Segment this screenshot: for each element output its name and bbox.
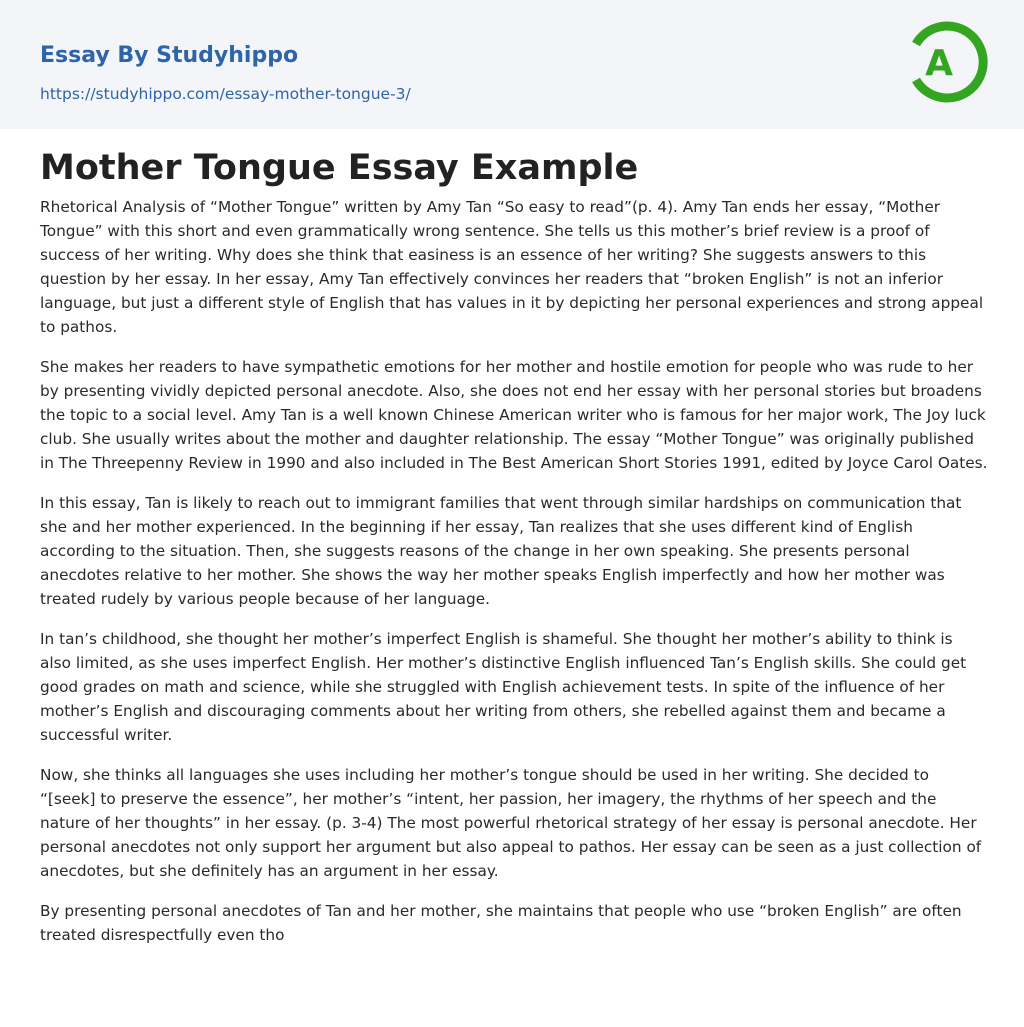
essay-paragraph: In tan’s childhood, she thought her mother’s imperfect English is shameful. She thought her mother’s ability to think is also limited, as she uses imperfect English. Her mother’s distinctive English influenced Tan’s English skills. She could get good grades on math and science, while she struggled with English achievement tests. In spite of the influence of her mother’s English and discouraging comments about her writing from others, she rebelled against them and became a successful writer. bbox=[40, 630, 967, 744]
essay-paragraph: In this essay, Tan is likely to reach out to immigrant families that went through similar hardships on communication that she and her mother experienced. In the beginning if her essay, Tan realizes that she uses different kind of English according to the situation. Then, she suggests reasons of the change in her own speaking. She presents personal anecdotes relative to her mother. She shows the way her mother speaks English imperfectly and how her mother was treated rudely by various people because of her language. bbox=[40, 494, 962, 608]
essay-paragraph: By presenting personal anecdotes of Tan and her mother, she maintains that people who use “broken English” are often treated disrespectfully even tho bbox=[40, 902, 962, 944]
essay-paragraph: Now, she thinks all languages she uses including her mother’s tongue should be used in her writing. She decided to “[seek] to preserve the essence”, her mother’s “intent, her passion, her imagery, the rhythms of her speech and the nature of her thoughts” in her essay. (p. 3-4) The most powerful rhetorical strategy of her essay is personal anecdote. Her personal anecdotes not only support her argument but also appeal to pathos. Her essay can be seen as a just collection of anecdotes, but she definitely has an argument in her essay. bbox=[40, 766, 982, 880]
essay-paragraph: She makes her readers to have sympathetic emotions for her mother and hostile emotion for people who was rude to her by presenting vividly depicted personal anecdote. Also, she does not end her essay with her personal stories but broadens the topic to a social level. Amy Tan is a well known Chinese American writer who is famous for her major work, The Joy luck club. She usually writes about the mother and daughter relationship. The essay “Mother Tongue” was originally published in The Threepenny Review in 1990 and also included in The Best American Short Stories 1991, edited by Joyce Carol Oates. bbox=[40, 358, 988, 472]
essay-body bbox=[40, 195, 988, 963]
site-brand[interactable]: Essay By Studyhippo bbox=[40, 43, 299, 68]
studyhippo-logo-icon[interactable] bbox=[904, 18, 988, 106]
essay-paragraph: Rhetorical Analysis of “Mother Tongue” written by Amy Tan “So easy to read”(p. 4). Amy Tan ends her essay, “Mother Tongue” with this short and even grammatically wrong sentence. She tells us this mother’s brief review is a proof of success of her writing. Why does she think that easiness is an essence of her writing? She suggests answers to this question by her essay. In her essay, Amy Tan effectively convinces her readers that “broken English” is not an inferior language, but just a different style of English that has values in it by depicting her personal experiences and strong appeal to pathos. bbox=[40, 198, 984, 336]
logo-letter: A bbox=[925, 43, 953, 84]
page-title: Mother Tongue Essay Example bbox=[40, 148, 639, 188]
source-url-link[interactable]: https://studyhippo.com/essay-mother-tongue-3/ bbox=[40, 85, 411, 103]
site-header bbox=[0, 0, 1024, 129]
